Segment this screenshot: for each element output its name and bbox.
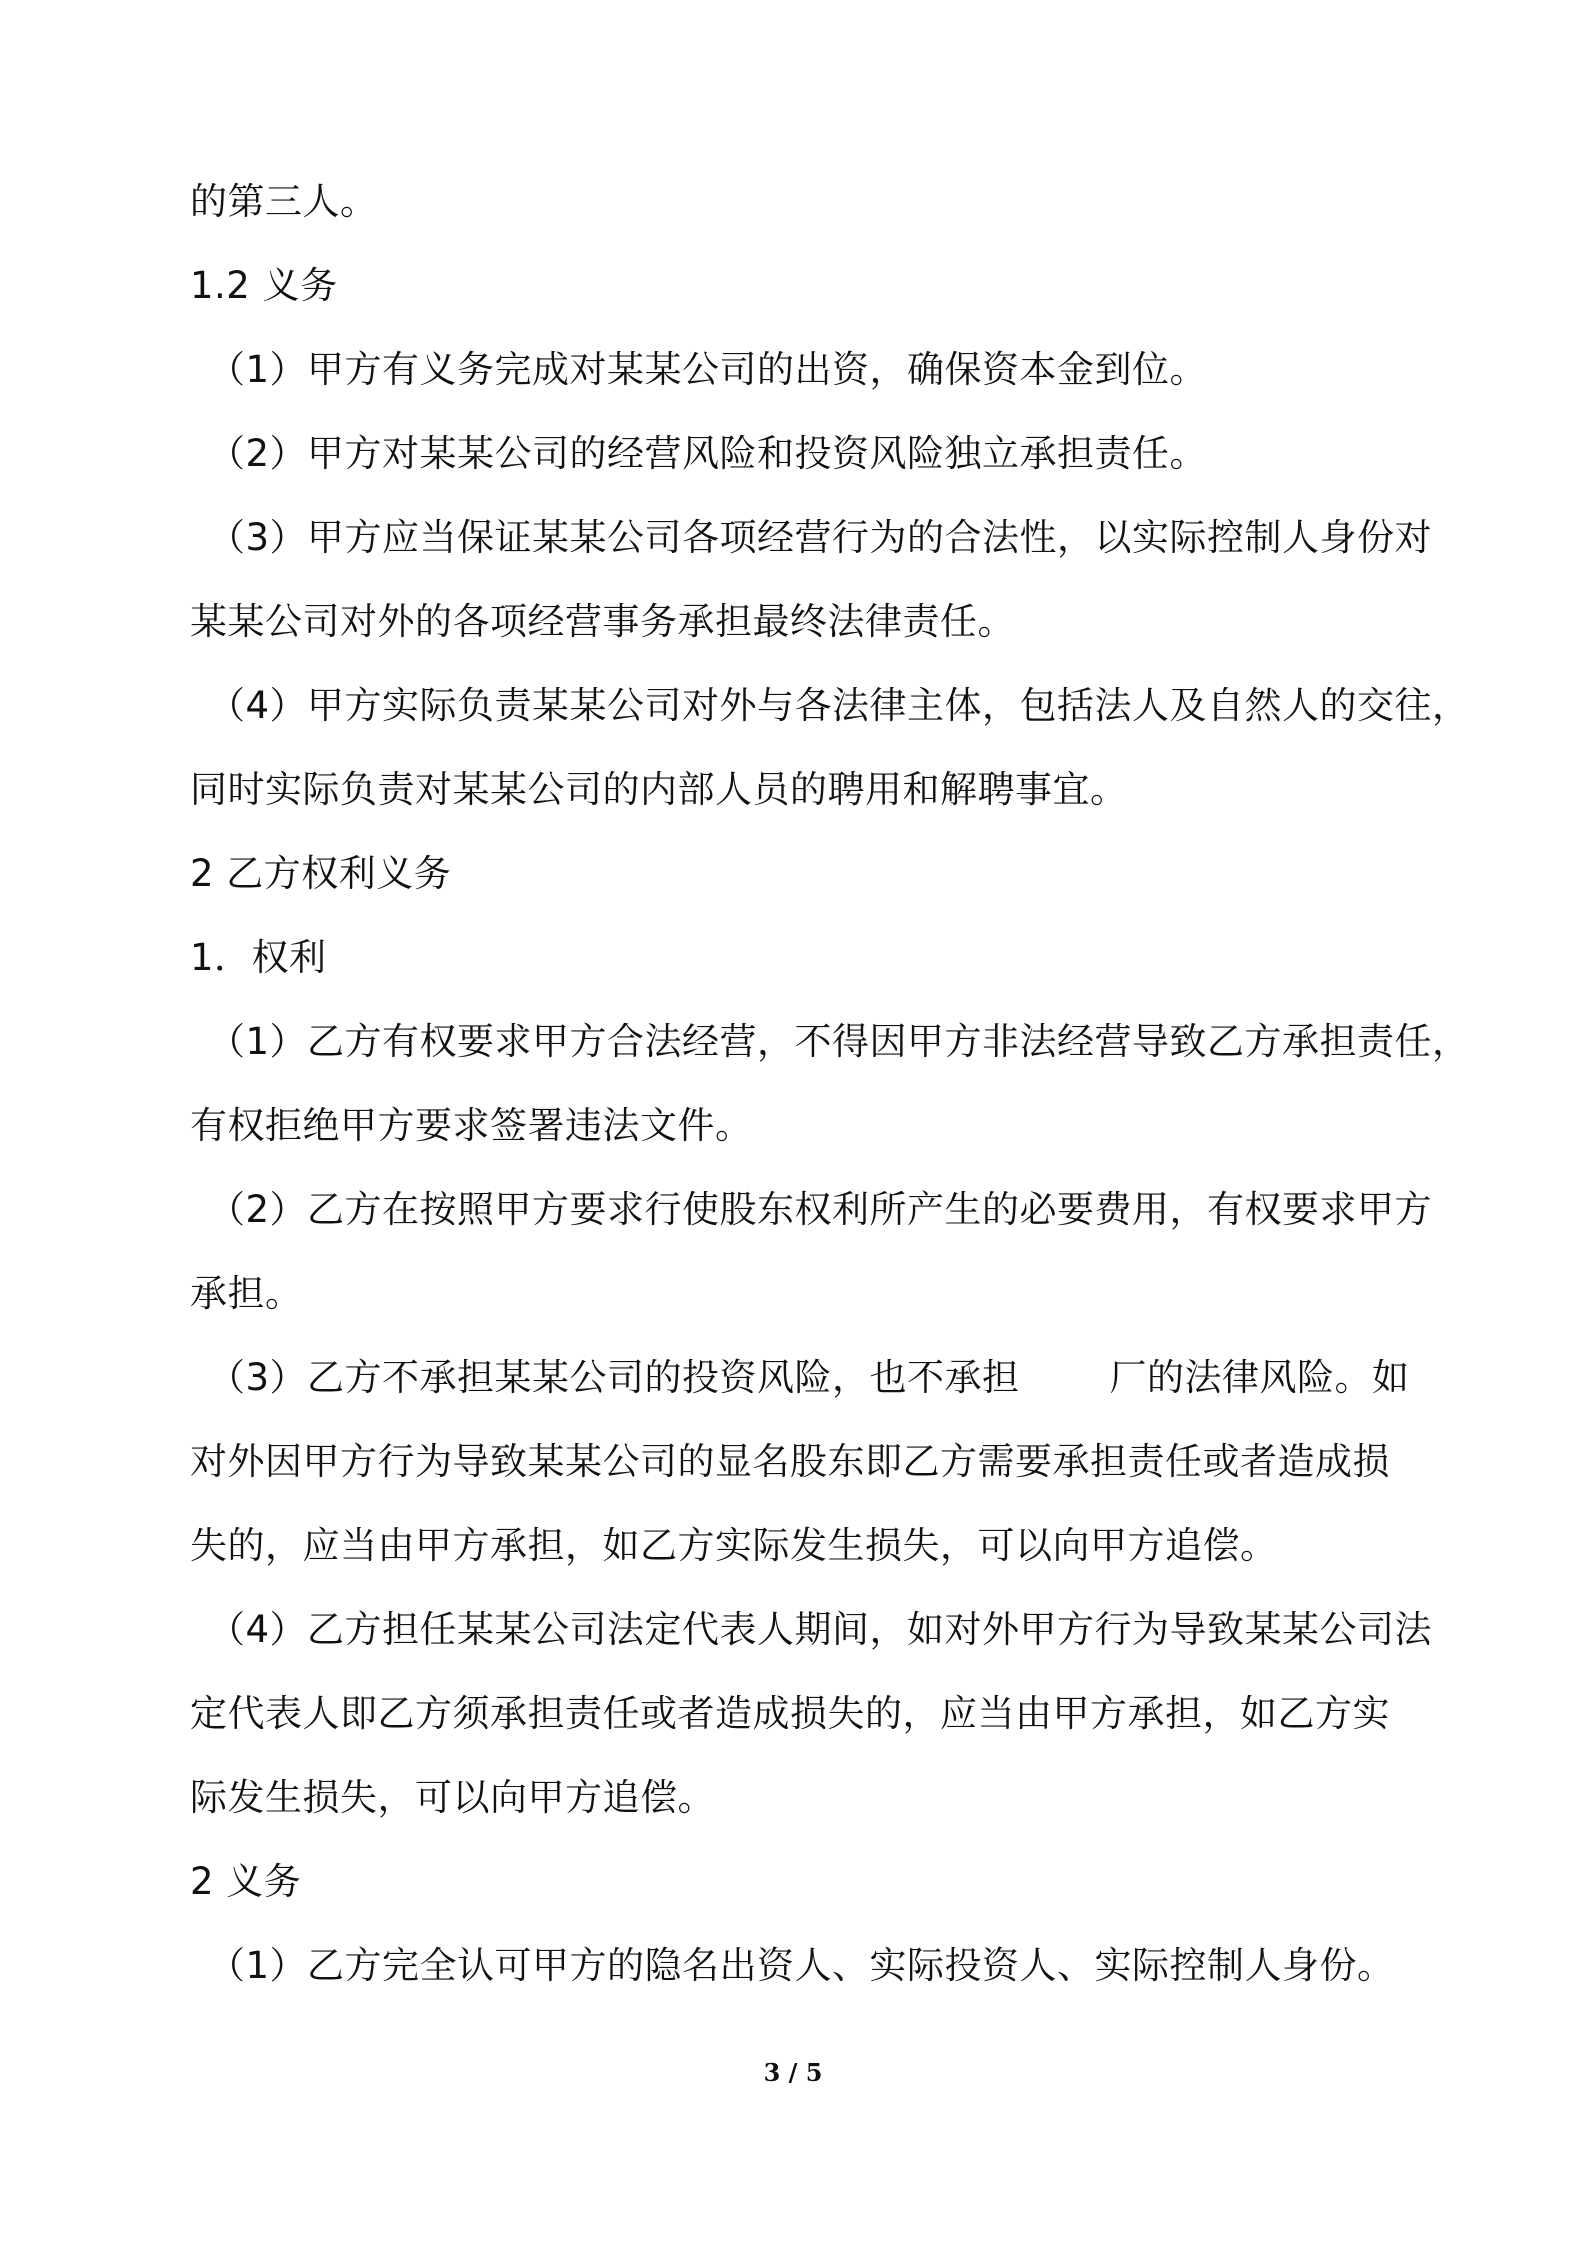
text-line: （1）甲方有义务完成对某某公司的出资，确保资本金到位。 <box>208 348 1208 391</box>
text-line <box>190 1336 1410 1420</box>
text-line: 某某公司对外的各项经营事务承担最终法律责任。 <box>190 600 1015 643</box>
text-line: 有权拒绝甲方要求签署违法文件。 <box>190 1104 753 1147</box>
text-line: 的第三人。 <box>190 180 378 223</box>
text-line: 失的，应当由甲方承担，如乙方实际发生损失，可以向甲方追偿。 <box>190 1524 1278 1567</box>
section-heading: 1.2 义务 <box>190 264 338 307</box>
section-heading: 2 乙方权利义务 <box>190 852 452 895</box>
text-line: 同时实际负责对某某公司的内部人员的聘用和解聘事宜。 <box>190 768 1128 811</box>
text-fragment: （3）乙方不承担某某公司的投资风险，也不承担 <box>208 1356 1020 1399</box>
text-fragment: 厂的法律风险。如 <box>1109 1356 1410 1399</box>
text-line: 承担。 <box>190 1272 303 1315</box>
text-line: （4）甲方实际负责某某公司对外与各法律主体，包括法人及自然人的交往， <box>208 684 1470 727</box>
section-heading: 2 义务 <box>190 1860 302 1903</box>
text-line: （1）乙方有权要求甲方合法经营，不得因甲方非法经营导致乙方承担责任， <box>208 1020 1470 1063</box>
text-line: （1）乙方完全认可甲方的隐名出资人、实际投资人、实际控制人身份。 <box>208 1944 1395 1987</box>
subsection-heading: 1．权利 <box>190 936 327 979</box>
text-line: 对外因甲方行为导致某某公司的显名股东即乙方需要承担责任或者造成损 <box>190 1440 1390 1483</box>
text-line: （4）乙方担任某某公司法定代表人期间，如对外甲方行为导致某某公司法 <box>208 1608 1433 1651</box>
page-number: 3 / 5 <box>763 2058 823 2087</box>
text-line: （2）乙方在按照甲方要求行使股东权利所产生的必要费用，有权要求甲方 <box>208 1188 1433 1231</box>
text-line: （3）甲方应当保证某某公司各项经营行为的合法性，以实际控制人身份对 <box>208 516 1433 559</box>
text-line: 定代表人即乙方须承担责任或者造成损失的，应当由甲方承担，如乙方实 <box>190 1692 1390 1735</box>
text-line: （2）甲方对某某公司的经营风险和投资风险独立承担责任。 <box>208 432 1208 475</box>
document-body <box>190 160 1470 2008</box>
text-line: 际发生损失，可以向甲方追偿。 <box>190 1776 715 1819</box>
